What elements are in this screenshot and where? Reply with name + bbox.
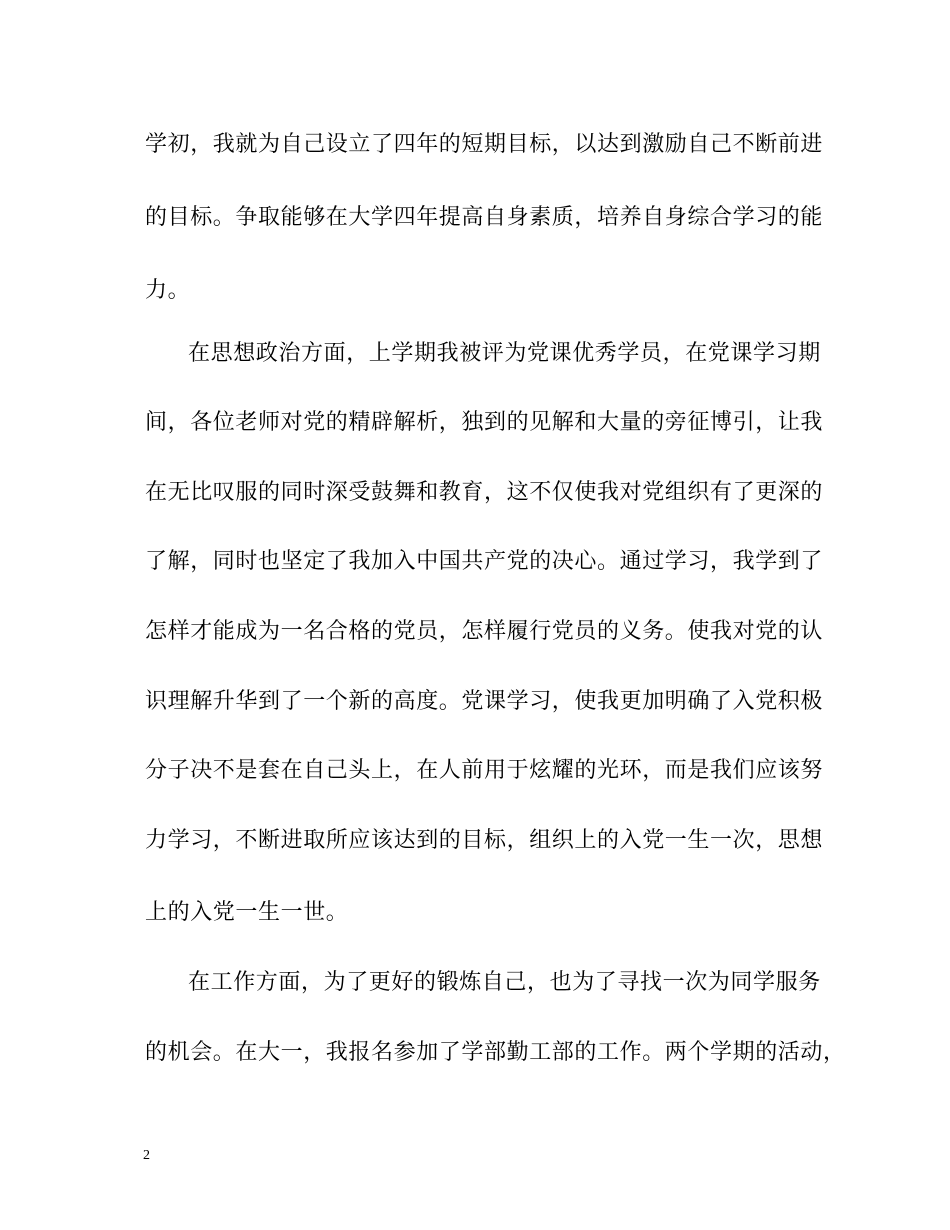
- text-line: 力学习，不断进取所应该达到的目标，组织上的入党一生一次，思想: [145, 828, 824, 853]
- text-line: 分子决不是套在自己头上，在人前用于炫耀的光环，而是我们应该努: [145, 758, 824, 783]
- text-line: 间，各位老师对党的精辟解析，独到的见解和大量的旁征博引，让我: [145, 410, 824, 435]
- text-line: 力。: [145, 278, 191, 303]
- page-number: 2: [143, 1148, 150, 1163]
- text-line: 学初，我就为自己设立了四年的短期目标，以达到激励自己不断前进: [145, 132, 824, 157]
- text-line: 上的入党一生一世。: [145, 900, 349, 925]
- text-line: 了解，同时也坚定了我加入中国共产党的决心。通过学习，我学到了: [145, 549, 824, 574]
- text-line: 的机会。在大一，我报名参加了学部勤工部的工作。两个学期的活动，: [145, 1040, 846, 1065]
- paragraph-start-line: 在思想政治方面，上学期我被评为党课优秀学员，在党课学习期: [188, 341, 821, 366]
- text-line: 在无比叹服的同时深受鼓舞和教育，这不仅使我对党组织有了更深的: [145, 480, 824, 505]
- text-line: 的目标。争取能够在大学四年提高自身素质，培养自身综合学习的能: [145, 205, 824, 230]
- paragraph-start-line: 在工作方面，为了更好的锻炼自己，也为了寻找一次为同学服务: [188, 970, 821, 995]
- text-line: 怎样才能成为一名合格的党员，怎样履行党员的义务。使我对党的认: [145, 619, 824, 644]
- text-line: 识理解升华到了一个新的高度。党课学习，使我更加明确了入党积极: [145, 689, 824, 714]
